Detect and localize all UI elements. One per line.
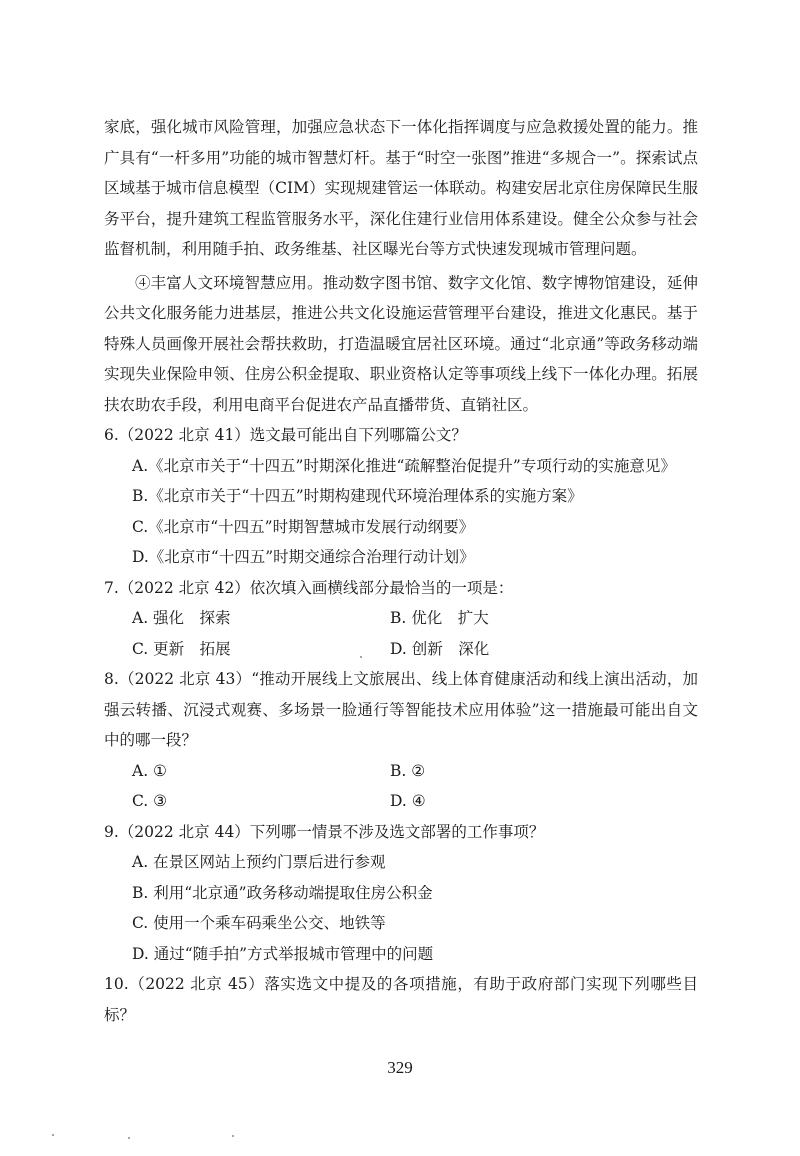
scan-speck bbox=[232, 1135, 234, 1137]
question-6-option-c: C.《北京市“十四五”时期智慧城市发展行动纲要》 bbox=[132, 517, 475, 536]
question-6-option-a: A.《北京市关于“十四五”时期深化推进“疏解整治促提升”专项行动的实施意见》 bbox=[132, 456, 676, 475]
question-7-stem: 7.（2022 北京 42）依次填入画横线部分最恰当的一项是： bbox=[104, 578, 514, 597]
question-7-option-d: D. 创新 深化 bbox=[390, 639, 490, 658]
question-8-option-a: A. ① bbox=[132, 761, 167, 780]
question-9-option-d: D. 通过“随手拍”方式举报城市管理中的问题 bbox=[132, 944, 434, 963]
question-6-stem: 6.（2022 北京 41）选文最可能出自下列哪篇公文？ bbox=[104, 426, 467, 444]
question-8-stem: 8.（2022 北京 43）“推动开展线上文旅展出、线上体育健康活动和线上演出活动，加强云转播、沉浸式观赛、多场景一脸通行等智能技术应用体验”这一措施最可能出自文中的哪一段？ bbox=[104, 670, 698, 749]
question-7-option-c: C. 更新 拓展 bbox=[132, 639, 231, 658]
question-7-option-b: B. 优化 扩大 bbox=[390, 609, 489, 627]
question-7-options-row-2 bbox=[132, 634, 698, 665]
scan-speck bbox=[360, 656, 362, 658]
question-6-option-d: D.《北京市“十四五”时期交通综合治理行动计划》 bbox=[132, 548, 475, 566]
question-7-option-a: A. 强化 探索 bbox=[132, 609, 231, 627]
question-9-stem: 9.（2022 北京 44）下列哪一情景不涉及选文部署的工作事项？ bbox=[104, 822, 545, 841]
scan-speck bbox=[128, 1137, 130, 1139]
paragraph-4-humanistic-environment: ④丰富人文环境智慧应用。推动数字图书馆、数字文化馆、数字博物馆建设，延伸公共文化服务能力进基层，推进公共文化设施运营管理平台建设，推进文化惠民。基于特殊人员画像开展社会帮扶救助，打造温暖宜居社区环境。通过“北京通”等政务移动端实现失业保险申领、住房公积金提取、职业资格认定等事项线上线下一体化办理。拓展扶农助农手段，利用电商平台促进农产品直播带货、直销社区。 bbox=[104, 273, 698, 414]
question-8-options-row-2 bbox=[132, 786, 698, 817]
question-8-option-b: B. ② bbox=[390, 761, 426, 780]
question-9-option-c: C. 使用一个乘车码乘坐公交、地铁等 bbox=[132, 914, 386, 932]
page-body bbox=[104, 112, 698, 1030]
question-6-option-b: B.《北京市关于“十四五”时期构建现代环境治理体系的实施方案》 bbox=[132, 487, 583, 505]
question-7-options-row-1 bbox=[132, 603, 698, 634]
question-9-option-b: B. 利用“北京通”政务移动端提取住房公积金 bbox=[132, 883, 433, 902]
question-9-option-a: A. 在景区网站上预约门票后进行参观 bbox=[132, 853, 386, 871]
scan-speck bbox=[52, 1134, 54, 1136]
page-number: 329 bbox=[387, 1058, 413, 1077]
question-8-option-c: C. ③ bbox=[132, 792, 168, 810]
question-8-options-row-1 bbox=[132, 756, 698, 787]
paragraph-continuation: 家底，强化城市风险管理，加强应急状态下一体化指挥调度与应急救援处置的能力。推广具有“一杆多用”功能的城市智慧灯杆。基于“时空一张图”推进“多规合一”。探索试点区域基于城市信息模型（CIM）实现规建管运一体联动。构建安居北京住房保障民生服务平台，提升建筑工程监管服务水平，深化住建行业信用体系建设。健全公众参与社会监督机制，利用随手拍、政务维基、社区曝光台等方式快速发现城市管理问题。 bbox=[104, 118, 698, 258]
question-8-option-d: D. ④ bbox=[390, 792, 426, 810]
question-10-stem: 10.（2022 北京 45）落实选文中提及的各项措施，有助于政府部门实现下列哪些目标？ bbox=[104, 975, 698, 1024]
